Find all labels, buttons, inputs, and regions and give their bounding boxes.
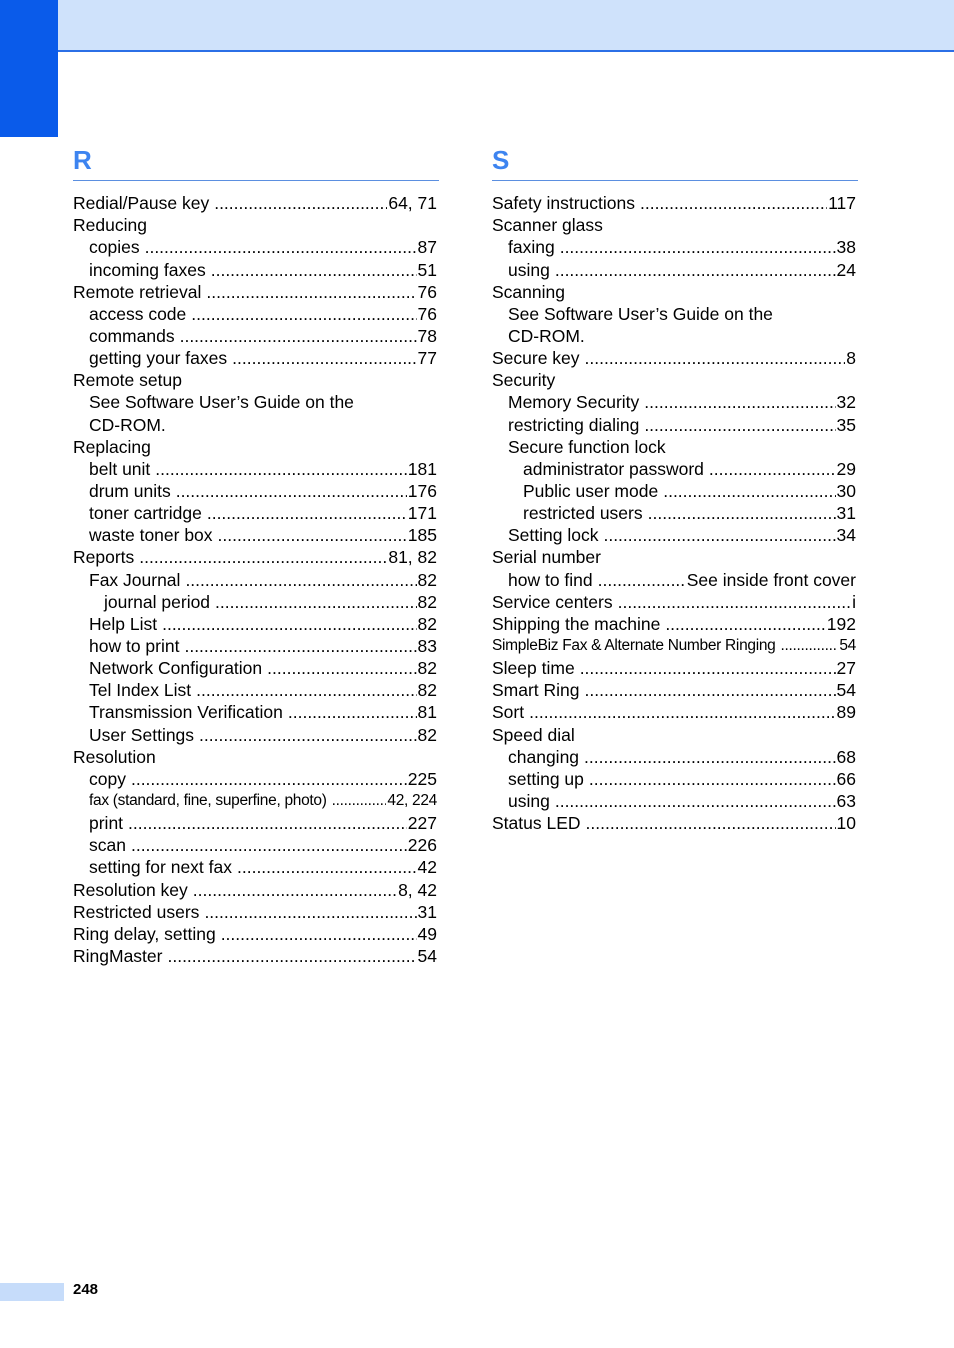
page-reference[interactable]: 82 <box>417 591 437 612</box>
index-entry <box>73 901 437 923</box>
index-term: User Settings <box>89 724 195 745</box>
page-reference[interactable]: 54 <box>836 680 856 701</box>
index-entry <box>73 436 437 458</box>
index-entry <box>492 480 856 502</box>
index-term: incoming faxes <box>89 259 206 280</box>
index-term: Public user mode <box>523 480 659 501</box>
dot-leader <box>644 414 835 436</box>
index-term: Transmission Verification <box>89 702 283 723</box>
index-term: Remote setup <box>73 370 182 391</box>
index-entry <box>492 303 856 325</box>
page-reference[interactable]: 24 <box>836 259 856 280</box>
index-term: toner cartridge <box>89 503 202 524</box>
page-reference[interactable]: 185 <box>407 525 437 546</box>
dot-leader <box>237 856 417 878</box>
index-term: SimpleBiz Fax & Alternate Number Ringing <box>492 636 776 654</box>
index-entry <box>492 192 856 214</box>
index-entry <box>73 923 437 945</box>
dot-leader <box>555 790 836 812</box>
index-entry <box>492 568 856 590</box>
dot-leader <box>180 325 417 347</box>
page-reference[interactable]: 42 <box>417 857 437 878</box>
index-term: Smart Ring <box>492 680 580 701</box>
chapter-tab <box>0 0 58 137</box>
page-reference[interactable]: 31 <box>836 503 856 524</box>
index-entry <box>492 236 856 258</box>
index-term: Shipping the machine <box>492 613 661 634</box>
index-entry <box>73 369 437 391</box>
index-entry <box>492 502 856 524</box>
index-term: Resolution key <box>73 879 188 900</box>
index-term: setting for next fax <box>89 857 232 878</box>
page-reference[interactable]: 176 <box>407 480 437 501</box>
index-term: journal period <box>104 591 211 612</box>
index-term: Speed dial <box>492 724 575 745</box>
index-entry <box>492 391 856 413</box>
page-reference[interactable]: 10 <box>836 813 856 834</box>
dot-leader <box>267 657 416 679</box>
dot-leader <box>131 834 407 856</box>
dot-leader <box>211 259 417 281</box>
index-entry <box>492 281 856 303</box>
index-entry <box>73 502 437 524</box>
dot-leader <box>214 192 387 214</box>
index-term: Remote retrieval <box>73 281 202 302</box>
index-term: Memory Security <box>508 392 640 413</box>
section-letter: S <box>492 140 858 181</box>
index-term: Secure key <box>492 348 580 369</box>
index-term: how to find <box>508 569 593 590</box>
page-reference[interactable]: 51 <box>417 259 437 280</box>
page-reference[interactable]: 81 <box>417 702 437 723</box>
page-reference[interactable]: 82 <box>417 680 437 701</box>
page-reference[interactable]: See inside front cover <box>686 569 856 590</box>
page-reference[interactable]: 81, 82 <box>388 547 437 568</box>
page-reference[interactable]: 54 <box>417 945 437 966</box>
index-term: belt unit <box>89 458 151 479</box>
index-entry <box>492 591 856 613</box>
index-term: CD-ROM. <box>89 414 166 435</box>
dot-leader <box>131 768 407 790</box>
page-reference[interactable]: 54 <box>839 636 856 654</box>
index-entry <box>73 192 437 214</box>
index-term: drum units <box>89 480 171 501</box>
index-term: CD-ROM. <box>508 325 585 346</box>
index-term: Setting lock <box>508 525 599 546</box>
dot-leader <box>206 281 416 303</box>
dot-leader <box>644 391 835 413</box>
index-entry <box>492 790 856 812</box>
page-reference[interactable]: 34 <box>836 525 856 546</box>
index-term: RingMaster <box>73 945 163 966</box>
header-band <box>57 0 954 52</box>
index-entry <box>73 281 437 303</box>
dot-leader <box>176 480 407 502</box>
page-reference[interactable]: 77 <box>417 348 437 369</box>
index-term: See Software User’s Guide on the <box>508 303 773 324</box>
index-entry <box>492 436 856 458</box>
index-entry <box>73 635 437 657</box>
index-term: Scanner glass <box>492 215 603 236</box>
index-term: Replacing <box>73 436 151 457</box>
page-reference[interactable]: 8 <box>846 348 856 369</box>
page-reference[interactable]: 30 <box>836 480 856 501</box>
page-reference[interactable]: i <box>852 591 856 612</box>
dot-leader <box>585 347 846 369</box>
index-entry <box>73 701 437 723</box>
index-entry <box>492 679 856 701</box>
dot-leader <box>215 591 416 613</box>
index-entry <box>73 325 437 347</box>
index-term: Help List <box>89 613 158 634</box>
index-entry <box>492 746 856 768</box>
dot-leader <box>529 701 835 723</box>
index-entry <box>492 701 856 723</box>
index-term: fax (standard, fine, superfine, photo) <box>89 791 327 809</box>
dot-leader <box>709 458 836 480</box>
index-term: See Software User’s Guide on the <box>89 392 354 413</box>
dot-leader <box>191 303 416 325</box>
index-term: access code <box>89 303 187 324</box>
page-reference[interactable]: 226 <box>407 835 437 856</box>
dot-leader <box>139 546 387 568</box>
index-entry <box>73 945 437 967</box>
page-reference[interactable]: 82 <box>417 658 437 679</box>
index-term: Reducing <box>73 215 147 236</box>
index-entry <box>492 369 856 391</box>
index-entry <box>492 635 856 657</box>
page-reference[interactable]: 32 <box>836 392 856 413</box>
page-reference[interactable]: 27 <box>836 658 856 679</box>
index-entry <box>73 480 437 502</box>
page-reference[interactable]: 76 <box>417 281 437 302</box>
index-term: Service centers <box>492 591 613 612</box>
index-entry <box>492 214 856 236</box>
index-term: Restricted users <box>73 901 200 922</box>
dot-leader <box>555 259 836 281</box>
page-reference[interactable]: 68 <box>836 746 856 767</box>
index-entry <box>73 546 437 568</box>
index-term: faxing <box>508 237 555 258</box>
index-entry <box>73 834 437 856</box>
dot-leader <box>155 458 407 480</box>
dot-leader <box>603 524 835 546</box>
index-column-r <box>73 140 439 967</box>
index-entry <box>73 391 437 413</box>
page-reference[interactable]: 89 <box>836 702 856 723</box>
index-term: Status LED <box>492 813 581 834</box>
page-reference[interactable]: 87 <box>417 237 437 258</box>
index-entry <box>73 236 437 258</box>
index-term: commands <box>89 325 175 346</box>
page-reference[interactable]: 82 <box>417 724 437 745</box>
index-term: Ring delay, setting <box>73 923 216 944</box>
dot-leader <box>162 613 416 635</box>
index-term: Tel Index List <box>89 680 192 701</box>
index-entry <box>73 746 437 768</box>
index-entry <box>73 679 437 701</box>
page-reference[interactable]: 8, 42 <box>398 879 437 900</box>
index-term: copy <box>89 768 126 789</box>
index-column-s <box>492 140 858 834</box>
index-term: Sleep time <box>492 658 575 679</box>
dot-leader <box>207 502 407 524</box>
index-term: restricting dialing <box>508 414 640 435</box>
page-reference[interactable]: 76 <box>417 303 437 324</box>
index-entry <box>492 812 856 834</box>
page-reference[interactable]: 64, 71 <box>388 193 437 214</box>
index-term: Reports <box>73 547 135 568</box>
index-term: using <box>508 259 550 280</box>
index-entry <box>73 790 437 812</box>
dot-leader <box>560 236 836 258</box>
index-term: Fax Journal <box>89 569 181 590</box>
dot-leader <box>586 812 836 834</box>
page-reference[interactable]: 49 <box>417 923 437 944</box>
page-reference[interactable]: 38 <box>836 237 856 258</box>
index-term: restricted users <box>523 503 643 524</box>
dot-leader <box>232 347 416 369</box>
index-term: Network Configuration <box>89 658 263 679</box>
dot-leader <box>640 192 827 214</box>
footer-tab <box>0 1283 64 1301</box>
dot-leader <box>663 480 835 502</box>
dot-leader <box>199 724 416 746</box>
index-entry <box>73 524 437 546</box>
index-entry <box>73 568 437 590</box>
index-term: scan <box>89 835 126 856</box>
index-entry <box>73 347 437 369</box>
dot-leader <box>648 502 836 524</box>
index-entry <box>73 768 437 790</box>
page-reference[interactable]: 181 <box>407 458 437 479</box>
index-entry <box>73 613 437 635</box>
dot-leader <box>185 569 416 591</box>
index-entry <box>73 258 437 280</box>
dot-leader <box>218 524 407 546</box>
page-reference[interactable]: 31 <box>417 901 437 922</box>
page-reference[interactable]: 78 <box>417 325 437 346</box>
index-entry <box>73 812 437 834</box>
page-reference[interactable]: 42, 224 <box>387 791 437 809</box>
page-reference[interactable]: 117 <box>828 193 856 214</box>
index-term: Scanning <box>492 281 565 302</box>
dot-leader <box>598 569 686 591</box>
index-term: Security <box>492 370 556 391</box>
index-term: print <box>89 813 124 834</box>
page-reference[interactable]: 29 <box>836 458 856 479</box>
index-entry <box>492 325 856 347</box>
index-entry <box>73 413 437 435</box>
page-reference[interactable]: 171 <box>407 503 437 524</box>
index-term: Safety instructions <box>492 193 635 214</box>
index-entry <box>492 768 856 790</box>
index-term: Secure function lock <box>508 436 666 457</box>
dot-leader <box>288 701 417 723</box>
page-reference[interactable]: 35 <box>836 414 856 435</box>
dot-leader <box>128 812 407 834</box>
dot-leader <box>585 679 836 701</box>
index-entry <box>73 591 437 613</box>
index-entry <box>492 524 856 546</box>
dot-leader <box>580 657 836 679</box>
index-term: Sort <box>492 702 525 723</box>
index-entry <box>73 878 437 900</box>
index-term: Serial number <box>492 547 601 568</box>
index-term: how to print <box>89 635 180 656</box>
index-entries-r <box>73 192 439 967</box>
page-reference[interactable]: 63 <box>836 790 856 811</box>
page-reference[interactable]: 66 <box>836 768 856 789</box>
index-term: changing <box>508 746 580 767</box>
index-term: using <box>508 790 550 811</box>
page-reference[interactable]: 83 <box>417 635 437 656</box>
dot-leader <box>221 923 417 945</box>
index-entry <box>73 214 437 236</box>
dot-leader <box>204 901 416 923</box>
index-term: Resolution <box>73 746 156 767</box>
index-entry <box>492 613 856 635</box>
page-reference[interactable]: 82 <box>417 613 437 634</box>
dot-leader <box>167 945 416 967</box>
page-reference[interactable]: 225 <box>407 768 437 789</box>
section-letter: R <box>73 140 439 181</box>
dot-leader <box>332 790 387 812</box>
index-entry <box>492 458 856 480</box>
index-entry <box>492 258 856 280</box>
dot-leader <box>193 879 397 901</box>
index-term: copies <box>89 237 140 258</box>
dot-leader <box>665 613 825 635</box>
page-number: 248 <box>73 1281 99 1298</box>
dot-leader <box>184 635 416 657</box>
dot-leader <box>781 635 839 657</box>
index-term: Redial/Pause key <box>73 193 210 214</box>
index-term: waste toner box <box>89 525 213 546</box>
dot-leader <box>589 768 836 790</box>
index-entry <box>492 657 856 679</box>
page-reference[interactable]: 192 <box>826 613 856 634</box>
index-entry <box>492 546 856 568</box>
dot-leader <box>584 746 835 768</box>
index-entry <box>492 347 856 369</box>
index-entry <box>73 856 437 878</box>
index-entry <box>492 723 856 745</box>
index-entry <box>73 303 437 325</box>
page-reference[interactable]: 227 <box>407 813 437 834</box>
index-entries-s <box>492 192 858 834</box>
index-entry <box>73 458 437 480</box>
index-entry <box>73 657 437 679</box>
page-reference[interactable]: 82 <box>417 569 437 590</box>
index-term: setting up <box>508 768 584 789</box>
index-entry <box>492 413 856 435</box>
index-term: getting your faxes <box>89 348 228 369</box>
dot-leader <box>196 679 416 701</box>
dot-leader <box>618 591 852 613</box>
index-entry <box>73 723 437 745</box>
dot-leader <box>145 236 417 258</box>
index-term: administrator password <box>523 458 704 479</box>
